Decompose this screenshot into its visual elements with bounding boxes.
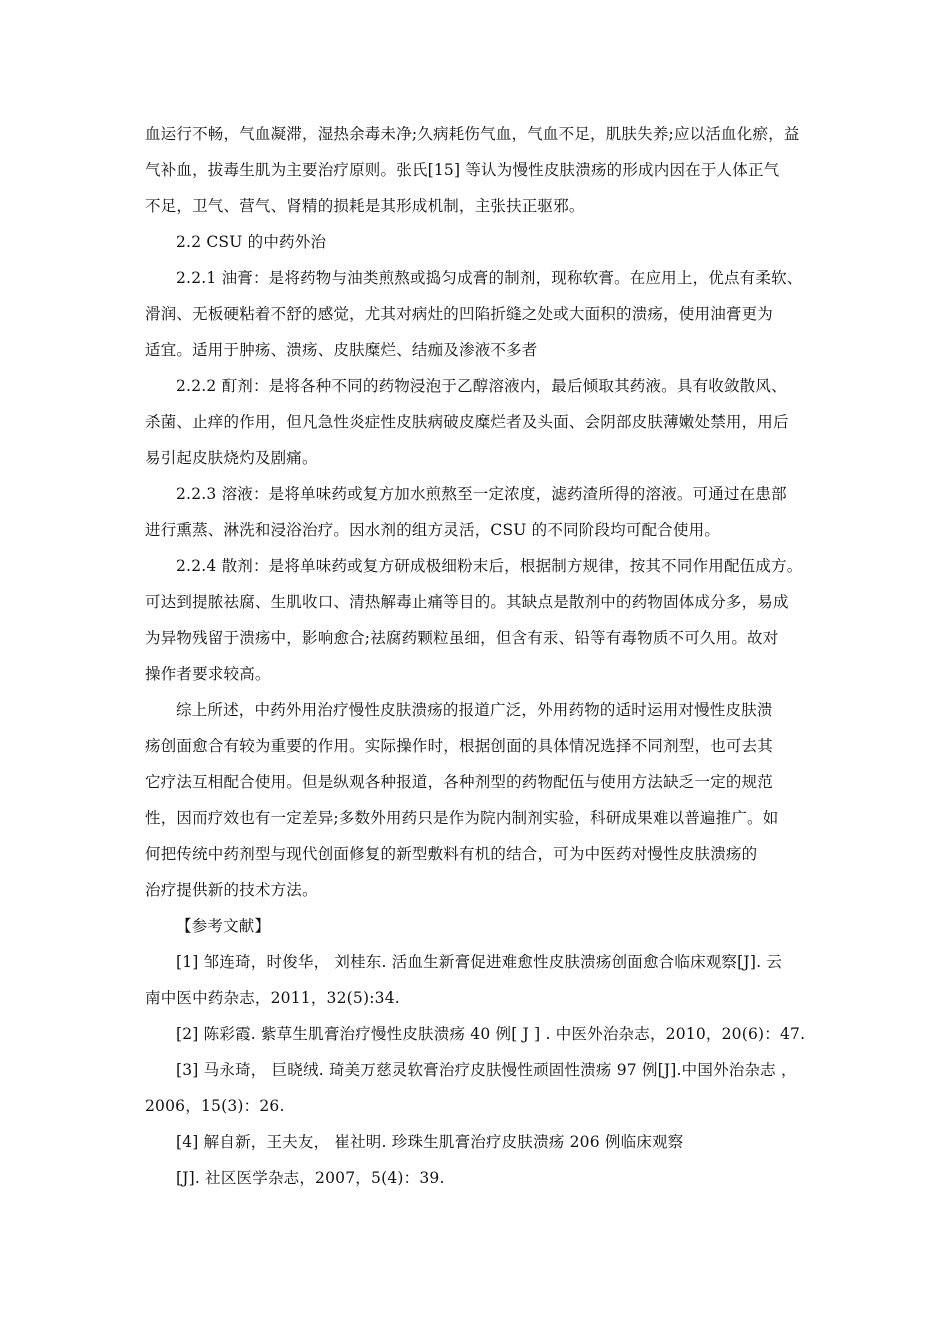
body-text-line: 何把传统中药剂型与现代创面修复的新型敷料有机的结合，可为中医药对慢性皮肤溃疡的 <box>145 845 758 863</box>
body-text-line: 为异物残留于溃疡中，影响愈合;祛腐药颗粒虽细，但含有汞、铅等有毒物质不可久用。故对 <box>145 629 779 647</box>
reference-item-continuation: 2006，15(3)：26. <box>145 1097 285 1115</box>
reference-item: [4] 解自新，王夫友， 崔社明. 珍珠生肌膏治疗皮肤溃疡 206 例临床观察 <box>176 1133 684 1151</box>
body-text-line: 进行熏蒸、淋洗和浸浴治疗。因水剂的组方灵活，CSU 的不同阶段均可配合使用。 <box>145 521 721 539</box>
body-text-line: 杀菌、止痒的作用，但凡急性炎症性皮肤病破皮糜烂者及头面、会阴部皮肤薄嫩处禁用，用后 <box>145 413 789 431</box>
body-text-line: 可达到提脓祛腐、生肌收口、清热解毒止痛等目的。其缺点是散剂中的药物固体成分多，易成 <box>145 593 789 611</box>
body-text-line: 易引起皮肤烧灼及剧痛。 <box>145 449 318 467</box>
section-heading: 2.2 CSU 的中药外治 <box>176 233 327 251</box>
body-text-line: 2.2.2 酊剂：是将各种不同的药物浸泡于乙醇溶液内，最后倾取其药液。具有收敛散风、 <box>176 377 787 395</box>
body-text-line: 2.2.4 散剂：是将单味药或复方研成极细粉末后，根据制方规律，按其不同作用配伍成方。 <box>176 557 803 575</box>
body-text-line: 它疗法互相配合使用。但是纵观各种报道，各种剂型的药物配伍与使用方法缺乏一定的规范 <box>145 773 774 791</box>
body-text-line: 适宜。适用于肿疡、溃疡、皮肤糜烂、结痂及渗液不多者 <box>145 341 538 359</box>
body-text-line: 性，因而疗效也有一定差异;多数外用药只是作为院内制剂实验，科研成果难以普遍推广。如 <box>145 809 779 827</box>
body-text-line: 综上所述，中药外用治疗慢性皮肤溃疡的报道广泛，外用药物的适时运用对慢性皮肤溃 <box>176 701 773 719</box>
body-text-line: 气补血，拔毒生肌为主要治疗原则。张氏[15] 等认为慢性皮肤溃疡的形成内因在于人体正气 <box>145 161 780 179</box>
reference-item: [3] 马永琦， 巨晓绒. 琦美万慈灵软膏治疗皮肤慢性顽固性溃疡 97 例[J].中国外治杂志 ， <box>176 1061 797 1079</box>
body-text-line: 2.2.1 油膏：是将药物与油类煎熬或捣匀成膏的制剂，现称软膏。在应用上，优点有柔软、 <box>176 269 803 287</box>
body-text-line: 疡创面愈合有较为重要的作用。实际操作时，根据创面的具体情况选择不同剂型，也可去其 <box>145 737 774 755</box>
body-text-line: 操作者要求较高。 <box>145 665 271 683</box>
body-text-line: 治疗提供新的技术方法。 <box>145 881 318 899</box>
body-text-line: 2.2.3 溶液：是将单味药或复方加水煎熬至一定浓度，滤药渣所得的溶液。可通过在患部 <box>176 485 787 503</box>
reference-item-continuation: [J]. 社区医学杂志，2007，5(4)：39. <box>176 1169 445 1187</box>
references-heading: 【参考文献】 <box>176 917 271 935</box>
reference-item-continuation: 南中医中药杂志，2011，32(5):34. <box>145 989 400 1007</box>
body-text-line: 滑润、无板硬粘着不舒的感觉，尤其对病灶的凹陷折缝之处或大面积的溃疡，使用油膏更为 <box>145 305 774 323</box>
body-text-line: 不足，卫气、营气、肾精的损耗是其形成机制，主张扶正驱邪。 <box>145 197 585 215</box>
reference-item: [2] 陈彩霞. 紫草生肌膏治疗慢性皮肤溃疡 40 例[ J ] . 中医外治杂志，2010，20(6)：47. <box>176 1025 806 1043</box>
reference-item: [1] 邹连琦，时俊华， 刘桂东. 活血生新膏促进难愈性皮肤溃疡创面愈合临床观察[J]. 云 <box>176 953 783 971</box>
body-text-line: 血运行不畅，气血凝滞，湿热余毒未净;久病耗伤气血，气血不足，肌肤失养;应以活血化瘀，益 <box>145 125 800 143</box>
